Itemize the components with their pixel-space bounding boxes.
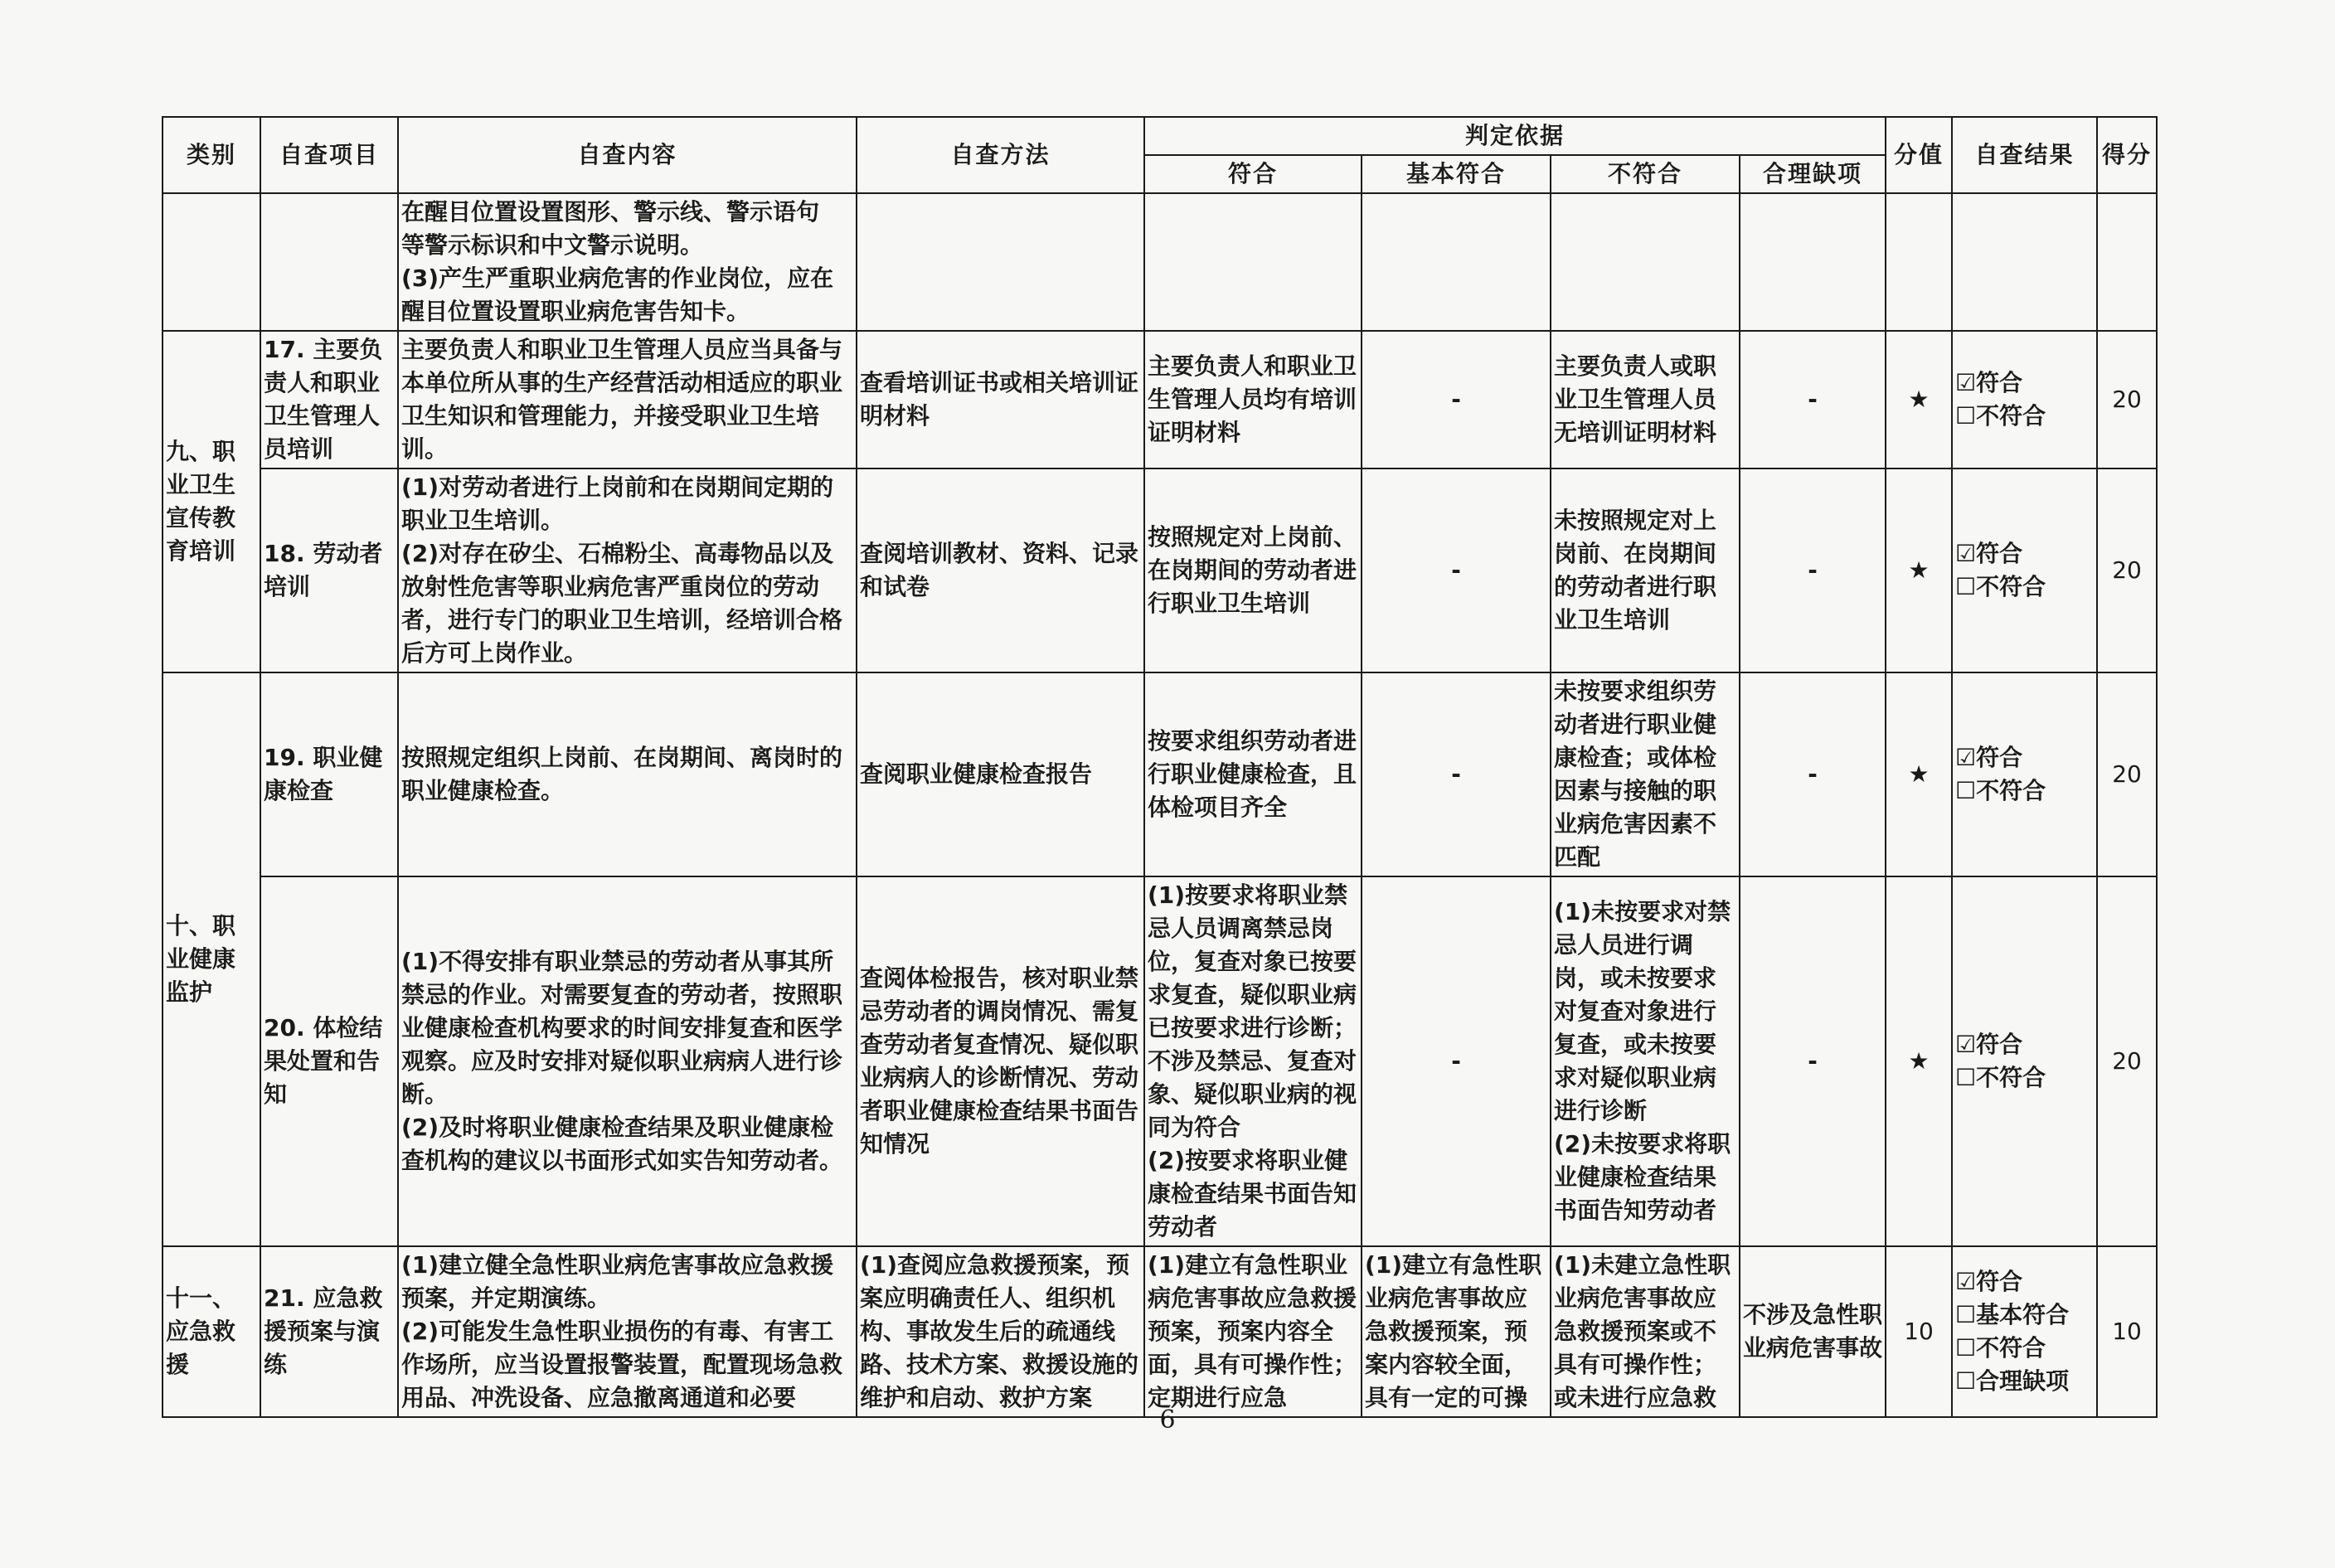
- table-row-19: [163, 672, 2157, 876]
- method-18: 查阅培训教材、资料、记录和试卷: [857, 468, 1144, 672]
- header-method: 自查方法: [857, 117, 1144, 193]
- result-20: [1952, 876, 2097, 1246]
- basic-18: -: [1362, 468, 1551, 672]
- header-score: 得分: [2097, 117, 2157, 193]
- header-conform: 符合: [1144, 155, 1362, 193]
- conform-cell: [1144, 193, 1362, 331]
- item-17: 17. 主要负责人和职业卫生管理人员培训: [260, 331, 398, 468]
- result-19: [1952, 672, 2097, 876]
- header-item: 自查项目: [260, 117, 398, 193]
- conform-19: 按要求组织劳动者进行职业健康检查，且体检项目齐全: [1144, 672, 1362, 876]
- checkbox-nonconform[interactable]: ☐不符合: [1955, 402, 2046, 430]
- nonconform-19: 未按要求组织劳动者进行职业健康检查；或体检因素与接触的职业病危害因素不匹配: [1551, 672, 1740, 876]
- content-19: 按照规定组织上岗前、在岗期间、离岗时的职业健康检查。: [398, 672, 857, 876]
- item-20: 20. 体检结果处置和告知: [260, 876, 398, 1246]
- missing-21: 不涉及急性职业病危害事故: [1740, 1246, 1886, 1417]
- conform-17: 主要负责人和职业卫生管理人员均有培训证明材料: [1144, 331, 1362, 468]
- category-cell: [163, 193, 260, 331]
- header-content: 自查内容: [398, 117, 857, 193]
- basic-21: (1)建立有急性职业病危害事故应急救援预案，预案内容较全面，具有一定的可操: [1362, 1246, 1551, 1417]
- checkbox-conform-checked[interactable]: ☑符合: [1955, 1268, 2023, 1295]
- page-number: 6: [1159, 1405, 1176, 1435]
- result-cell: [1952, 193, 2097, 331]
- points-17: ★: [1886, 331, 1952, 468]
- basic-20: -: [1362, 876, 1551, 1246]
- content-line: 醒目位置设置职业病危害告知卡。: [401, 298, 750, 325]
- content-line: (2)及时将职业健康检查结果及职业健康检查机构的建议以书面形式如实告知劳动者。: [401, 1114, 843, 1174]
- table-row-18: [163, 468, 2157, 672]
- points-19: ★: [1886, 672, 1952, 876]
- result-18: [1952, 468, 2097, 672]
- missing-18: -: [1740, 468, 1886, 672]
- score-17: 20: [2097, 331, 2157, 468]
- basic-cell: [1362, 193, 1551, 331]
- table-row: [163, 193, 2157, 331]
- conform-20: [1144, 876, 1362, 1246]
- basic-19: -: [1362, 672, 1551, 876]
- method-cell: [857, 193, 1144, 331]
- content-line: 在醒目位置设置图形、警示线、警示语句: [401, 198, 820, 226]
- score-19: 20: [2097, 672, 2157, 876]
- missing-20: -: [1740, 876, 1886, 1246]
- content-line: (3)产生严重职业病危害的作业岗位，应在: [401, 265, 834, 292]
- score-18: 20: [2097, 468, 2157, 672]
- checkbox-basic-conform[interactable]: ☐基本符合: [1955, 1301, 2070, 1328]
- content-17: 主要负责人和职业卫生管理人员应当具备与本单位所从事的生产经营活动相适应的职业卫生知识和管理能力，并接受职业卫生培训。: [398, 331, 857, 468]
- content-line: (1)对劳动者进行上岗前和在岗期间定期的职业卫生培训。: [401, 473, 834, 534]
- content-line: (1)不得安排有职业禁忌的劳动者从事其所禁忌的作业。对需要复查的劳动者，按照职业健康检查机构要求的时间安排复查和医学观察。应及时安排对疑似职业病病人进行诊断。: [401, 948, 843, 1108]
- score-21: 10: [2097, 1246, 2157, 1417]
- content-line: (1)建立健全急性职业病危害事故应急救援预案，并定期演练。: [401, 1251, 834, 1312]
- checkbox-conform-checked[interactable]: ☑符合: [1955, 1031, 2023, 1058]
- content-line: (2)对存在矽尘、石棉粉尘、高毒物品以及放射性危害等职业病危害严重岗位的劳动者，进行专门的职业卫生培训，经培训合格后方可上岗作业。: [401, 540, 843, 667]
- conform-line: (2)按要求将职业健康检查结果书面告知劳动者: [1148, 1147, 1357, 1240]
- checkbox-reasonable-missing[interactable]: ☐合理缺项: [1955, 1367, 2070, 1395]
- checkbox-nonconform[interactable]: ☐不符合: [1955, 1064, 2046, 1091]
- method-20: 查阅体检报告，核对职业禁忌劳动者的调岗情况、需复查劳动者复查情况、疑似职业病病人的诊断情况、劳动者职业健康检查结果书面告知情况: [857, 876, 1144, 1246]
- points-cell: [1886, 193, 1952, 331]
- nonconform-cell: [1551, 193, 1740, 331]
- checkbox-conform-checked[interactable]: ☑符合: [1955, 369, 2023, 396]
- self-inspection-table: [162, 116, 2158, 1418]
- nonconform-17: 主要负责人或职业卫生管理人员无培训证明材料: [1551, 331, 1740, 468]
- checkbox-nonconform[interactable]: ☐不符合: [1955, 1334, 2046, 1362]
- table-row-21: [163, 1246, 2157, 1417]
- nonconform-20: [1551, 876, 1740, 1246]
- table-row-17: [163, 331, 2157, 468]
- nonconform-line: (2)未按要求将职业健康检查结果书面告知劳动者: [1554, 1130, 1731, 1224]
- category-9: 九、职业卫生宣传教育培训: [163, 331, 260, 672]
- category-10: 十、职业健康监护: [163, 672, 260, 1246]
- table-row-20: [163, 876, 2157, 1246]
- conform-line: (1)按要求将职业禁忌人员调离禁忌岗位，复查对象已按要求复查，疑似职业病已按要求进行诊断；不涉及禁忌、复查对象、疑似职业病的视同为符合: [1148, 881, 1357, 1141]
- content-line: (2)可能发生急性职业损伤的有毒、有害工作场所，应当设置报警装置，配置现场急救用品、冲洗设备、应急撤离通道和必要: [401, 1318, 843, 1411]
- nonconform-18: 未按照规定对上岗前、在岗期间的劳动者进行职业卫生培训: [1551, 468, 1740, 672]
- header-points: 分值: [1886, 117, 1952, 193]
- result-17: [1952, 331, 2097, 468]
- header-missing: 合理缺项: [1740, 155, 1886, 193]
- item-18: 18. 劳动者培训: [260, 468, 398, 672]
- method-17: 查看培训证书或相关培训证明材料: [857, 331, 1144, 468]
- conform-18: 按照规定对上岗前、在岗期间的劳动者进行职业卫生培训: [1144, 468, 1362, 672]
- item-cell: [260, 193, 398, 331]
- score-20: 20: [2097, 876, 2157, 1246]
- score-cell: [2097, 193, 2157, 331]
- header-nonconform: 不符合: [1551, 155, 1740, 193]
- basic-17: -: [1362, 331, 1551, 468]
- content-18: [398, 468, 857, 672]
- header-basis: 判定依据: [1144, 117, 1886, 155]
- checkbox-nonconform[interactable]: ☐不符合: [1955, 573, 2046, 600]
- item-19: 19. 职业健康检查: [260, 672, 398, 876]
- nonconform-21: (1)未建立急性职业病危害事故应急救援预案或不具有可操作性；或未进行应急救: [1551, 1246, 1740, 1417]
- header-result: 自查结果: [1952, 117, 2097, 193]
- category-11: 十一、应急救援: [163, 1246, 260, 1417]
- method-21: (1)查阅应急救援预案，预案应明确责任人、组织机构、事故发生后的疏通线路、技术方案、救援设施的维护和启动、救护方案: [857, 1246, 1144, 1417]
- header-category: 类别: [163, 117, 260, 193]
- missing-17: -: [1740, 331, 1886, 468]
- content-21: [398, 1246, 857, 1417]
- checkbox-nonconform[interactable]: ☐不符合: [1955, 777, 2046, 804]
- content-cell: [398, 193, 857, 331]
- header-basic: 基本符合: [1362, 155, 1551, 193]
- nonconform-line: (1)未按要求对禁忌人员进行调岗，或未按要求对复查对象进行复查，或未按要求对疑似职业病进行诊断: [1554, 898, 1731, 1124]
- points-20: ★: [1886, 876, 1952, 1246]
- checkbox-conform-checked[interactable]: ☑符合: [1955, 744, 2023, 771]
- content-20: [398, 876, 857, 1246]
- missing-cell: [1740, 193, 1886, 331]
- result-21: [1952, 1246, 2097, 1417]
- points-18: ★: [1886, 468, 1952, 672]
- conform-21: (1)建立有急性职业病危害事故应急救援预案，预案内容全面，具有可操作性；定期进行应急: [1144, 1246, 1362, 1417]
- content-line: 等警示标识和中文警示说明。: [401, 231, 704, 259]
- method-19: 查阅职业健康检查报告: [857, 672, 1144, 876]
- points-21: 10: [1886, 1246, 1952, 1417]
- inspection-table-sheet: [162, 116, 2156, 1411]
- missing-19: -: [1740, 672, 1886, 876]
- checkbox-conform-checked[interactable]: ☑符合: [1955, 540, 2023, 567]
- item-21: 21. 应急救援预案与演练: [260, 1246, 398, 1417]
